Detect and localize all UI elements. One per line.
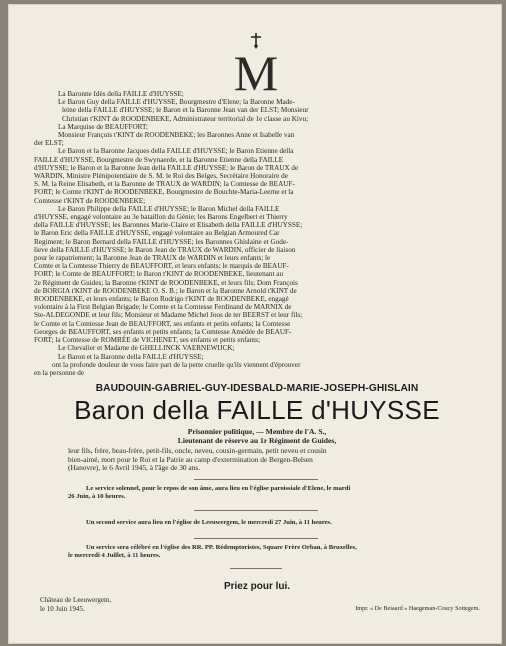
- announcement-line: Georges de BEAUFFORT, ses enfants et petits enfants; la Comtesse Amédée de BEAUF-: [34, 327, 292, 336]
- announcement-line: WARDIN, Ministre Plénipotentiaire de S. M. le Roi des Belges, Secrétaire Honoraire de: [34, 172, 288, 181]
- status-line: Prisonnier politique, — Membre de l'A. S.,: [187, 427, 327, 436]
- announcement-line: FAILLE d'HUYSSE, Bourgmestre de Swynaerde, et la Baronne Etienne della FAILLE: [34, 155, 284, 164]
- notice-line: le mercredi 4 Juillet, à 11 heures.: [68, 552, 161, 559]
- closing-prayer: Priez pour lui.: [223, 581, 291, 592]
- announcement-line: FORT; le Comte de BEAUFFORT; le Baron t'KINT de ROODENBEKE, lieutenant au: [34, 270, 284, 279]
- announcement-line: ROODENBEKE, et leurs enfants; le Baron Rodrigo t'KINT de ROODENBEKE, engagé: [34, 295, 289, 304]
- announcement-line: Ste-ALDEGONDE et leur fils; Monsieur et Madame Michel Joos de ter BEERST et leur fils;: [34, 311, 303, 320]
- printer-credit: Impr. « De Beiaard » Haegeman-Coucy Sottegem.: [355, 605, 480, 612]
- announcement-line: Le Baron et la Baronne Jacques della FAILLE d'HUYSSE; le Baron Etienne della: [58, 147, 294, 156]
- date-line: le 10 Juin 1945.: [40, 605, 85, 613]
- announcement-line: della FAILLE d'HUYSSE; les Baronnes Marie-Claire et Elisabeth della FAILLE d'HUYSSE;: [34, 221, 303, 230]
- bio-line: leur fils, frère, beau-frère, petit-fils, oncle, neveu, cousin-germain, petit neveu et cousin: [68, 446, 327, 455]
- monogram-letter: M: [233, 45, 279, 94]
- deceased-full-name: BAUDOUIN-GABRIEL-GUY-IDESBALD-MARIE-JOSEPH-GHISLAIN: [95, 383, 419, 394]
- divider: [194, 538, 318, 539]
- announcement-line: der ELST;: [34, 139, 64, 148]
- divider: [194, 510, 318, 511]
- notice-line: Un second service aura lieu en l'église de Leeuwergem, le mercredi 27 Juin, à 11 heures.: [86, 519, 332, 526]
- notice-line: Le service solennel, pour le repos de son âme, aura lieu en l'église paroissiale d'Elene, le mardi: [86, 485, 351, 492]
- announcement-line: Regiment; le Baron Bernard della FAILLE d'HUYSSE; les Baronnes Ghislaine et Gode-: [34, 237, 289, 246]
- status-line: Lieutenant de réserve au 1r Régiment de Guides,: [177, 435, 337, 445]
- announcement-line: Le Baron Philippe della FAILLE d'HUYSSE; le Baron Michel della FAILLE: [58, 204, 280, 213]
- announcement-line: leine della FAILLE d'HUYSSE; le Baron et la Baronne Jean van der ELST; Monsieur: [62, 106, 309, 115]
- place-and-date: [40, 596, 111, 614]
- service-notice-3: [68, 544, 446, 560]
- announcement-line: le Baron Eric della FAILLE d'HUYSSE, engagé volontaire au Belgian Armoured Car: [34, 229, 280, 238]
- deceased-status: [34, 428, 480, 446]
- announcement-line: FORT; la Comtesse de ROMRÉE de VICHENET, ses enfants et petits enfants;: [34, 336, 261, 345]
- announcement-line: Comte et la Comtesse Thierry de BEAUFFORT, et leurs enfants; le marquis de BEAUF-: [34, 262, 289, 271]
- announcement-line: d'HUYSSE, engagé volontaire au 3e bataillon du Génie; les Barons Engelbert et Thierry: [34, 213, 288, 222]
- announcement-line: La Marquise de BEAUFFORT;: [58, 122, 149, 131]
- family-announcement: [34, 90, 480, 377]
- announcement-line: d'HUYSSE; le Baron et la Baronne Jean della FAILLE d'HUYSSE; le Baron de TRAUX de: [34, 163, 299, 172]
- announcement-line: Le Chevalier et Madame de GHELLINCK VAERNEWIJCK;: [58, 344, 235, 353]
- announcement-line: lieve della FAILLE d'HUYSSE; le Baron Jean de TRAUX de WARDIN, officier de liaison: [34, 245, 296, 254]
- deceased-title-name: Baron della FAILLE d'HUYSSE: [74, 395, 440, 425]
- announcement-line: Comtesse t'KINT de ROODENBEKE;: [34, 196, 146, 205]
- announcement-line: pour le rapatriement; la Baronne Jean de TRAUX de WARDIN et leurs enfants; le: [34, 254, 271, 263]
- divider: [194, 479, 318, 480]
- deceased-bio: [68, 447, 446, 473]
- bio-line: bien-aimé, mort pour le Roi et la Patrie au camp d'extermination de Bergen-Belsen: [68, 454, 313, 464]
- notice-line: Un service sera célébré en l'église des RR. PP. Rédemptoristes, Square Frère Orban, à Bruxelles,: [86, 544, 357, 551]
- announcement-line: S. M. la Reine Elisabeth, et la Baronne de TRAUX de WARDIN; la Comtesse de BEAUF-: [34, 180, 295, 189]
- announcement-line: volontaire à la First Belgian Brigade; le Comte et la Comtesse Ferdinand de MARNIX de: [34, 303, 292, 312]
- service-notice-2: [68, 519, 446, 527]
- divider: [230, 568, 282, 569]
- announcement-line: Le Baron et la Baronne della FAILLE d'HUYSSE;: [58, 352, 204, 361]
- announcement-line: de BORGIA t'KINT de ROODENBEKE O. S. B.; le Baron et la Baronne Arnold t'KINT de: [34, 286, 297, 295]
- announcement-line: en la personne de: [34, 368, 85, 377]
- notice-line: 26 Juin, à 10 heures.: [68, 493, 126, 500]
- death-notice-sheet: [8, 4, 502, 644]
- announcement-line: La Baronne Idès della FAILLE d'HUYSSE;: [58, 90, 184, 98]
- announcement-line: ont la profonde douleur de vous faire part de la perte cruelle qu'ils viennent d'éprouver: [52, 360, 301, 369]
- service-notice-1: [68, 485, 446, 501]
- bio-line: (Hanovre), le 6 Avril 1945, à l'âge de 30 ans.: [68, 463, 201, 473]
- announcement-line: le Comte et la Comtesse Jean de BEAUFFORT, ses enfants et petits enfants; la Comtesse: [34, 319, 291, 328]
- announcement-line: 2e Régiment de Guides; la Baronne t'KINT de ROODENBEKE, et leurs fils; Dom François: [34, 278, 298, 287]
- announcement-line: FORT; le Comte t'KINT de ROODENBEKE, Bourgmestre de Bouchte-Maria-Leerne et la: [34, 188, 294, 197]
- announcement-line: Monsieur François t'KINT de ROODENBEKE; les Baronnes Anne et Isabelle van: [58, 131, 295, 140]
- cross-monogram-icon: [228, 32, 284, 94]
- place-line: Château de Leeuwergem,: [40, 596, 112, 604]
- announcement-line: Christian t'KINT de ROODENBEKE, Administrateur territorial de 1e classe au Kivu;: [62, 114, 309, 123]
- announcement-line: Le Baron Guy della FAILLE d'HUYSSE, Bourgmestre d'Elene; la Baronne Made-: [58, 98, 295, 107]
